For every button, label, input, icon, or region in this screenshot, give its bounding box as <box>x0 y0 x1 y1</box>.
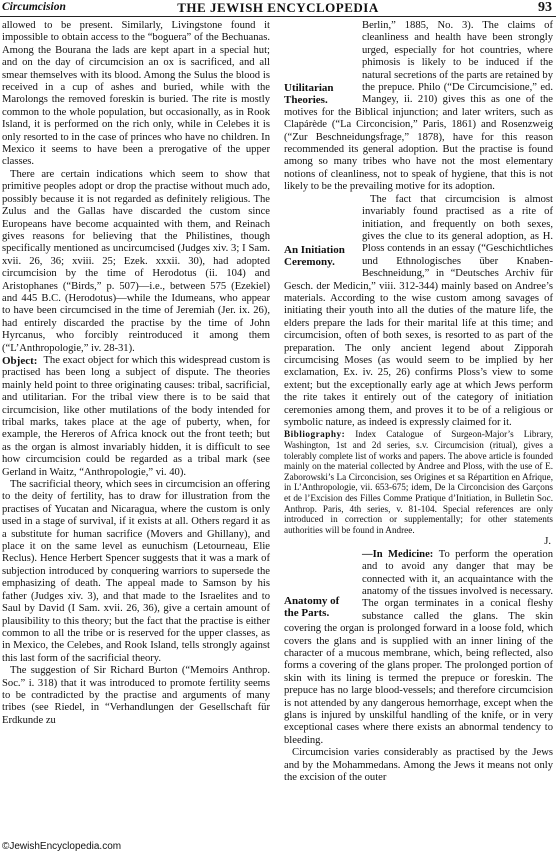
paragraph: allowed to be present. Similarly, Livingstone found it impossible to obtain access to the “boguera” of the Bechuanas. Among the Bourana the lads are kept apart in a special hut; and on the day of circumcision an ox is sacrificed, and all smear themselves with its blood. Among the Sulus the blood is received in a cup of ashes and buried, while with the Marolongs the removed foreskin is buried. The rite is mostly common to the whole population, but occasionally, as in Rook Island, it is performed on the rich only, while in Celebes it is only resorted to in the case of princes who have no children. In Mexico it seems to have been a prerogative of the upper classes. <box>2 20 270 168</box>
side-heading-initiation: An Initiation Ceremony. <box>284 243 345 269</box>
author-signature: J. <box>544 536 551 548</box>
paragraph-text: The exact object for which this widespread custom is practised has been long a subject of dispute. The theories mainly held point to three originating causes: tribal, sacrificial, and utilitarian. For the tribal view there is to be said that circumcision, like other mutilations of the body intended for tribal marks, takes place at the age of puberty, when, for example, the Hereros of Africa knock out the front teeth; but as the organ is almost invariably hidden, it is difficult to see how circumcision could be regarded as a tribal mark (see Gerland in Waitz, “Anthropologie,” vi. 40). <box>2 354 270 478</box>
paragraph: The suggestion of Sir Richard Burton (“Memoirs Anthrop. Soc.” i. 318) that it was introduced to promote fertility seems to be contradicted by the practise and arguments of many tribes (see Riedel, in “Verhandlungen der Gesellschaft für Erdkunde zu <box>2 665 270 726</box>
running-head-title: THE JEWISH ENCYCLOPEDIA <box>177 0 379 15</box>
bibliography-text: Index Catalogue of Surgeon-Major’s Library, Washington, 1st and 2d series, s.v. Circumcision (ritual), gives a tolerably complete list of works and papers. The above article is founded mainly on the material collected by Andree and Ploss, with the use of E. Zaborowski’s La Circoncision, ses Origines et sa Répartition en Afrique, in L’Anthropologie, vii. 653-675; idem, De la Circoncision des Garçons et de l’Excision des Filles Comme Pratique d’Initiation, in Bulletin Soc. Anthrop. Paris, 4th series, v. 81-104. Special references are only introduced in correction or supplementally; for other statements authorities will be found in Andree. <box>284 429 553 535</box>
paragraph-text: The fact that circumcision is almost invariably found practised as a rite of initiation, and frequently on both sexes, gives the clue to its general adoption, as H. Ploss contends in an essay (“Geschichtliches und Ethnologisches über Knaben-Beschneidung,” in “Deutsches Archiv für Gesch. der Medicin,” viii. 312-344) mainly based on Andree’s materials. According to the wise custom among savages of initiating their youth into all the duties of the mature life, the elders prepare the lads for their marital life at this time; and circumcision, often of both sexes, is resorted to as part of the preparation. The only ancient legend about Zipporah circumcising Moses (as would seem to be implied by her exclamation, Ex. iv. 25, 26) confirms Ploss’s view to some extent; but the exceptionally early age at which Jews perform the rite takes it entirely out of the category of initiation ceremonies among them, and proves it to be of a religious or symbolic nature, as indeed is expressly claimed for it. <box>284 193 553 428</box>
paragraph-object <box>2 355 270 479</box>
paragraph-text: To perform the operation and to avoid any danger that may be connected with it, an acquaintance with the anatomy of the tissues involved is necessary. The organ terminates in a conical fleshy substance called the glans. The skin covering the organ is prolonged forward in a loose fold, which covers the glans and is supplied with an inner lining of the character of a mucous membrane, which, being reflected, also forms a covering of the glans proper. The prolonged portion of skin with its lining is termed the prepuce or foreskin. The prepuce has no large blood-vessels; and therefore circumcision is not attended by any dangerous hemorrhage, except when the glans is injured by unskilful handling of the knife, or in very exceptional cases where there exists an abnormal tendency to bleeding. <box>284 548 553 746</box>
paragraph: The sacrificial theory, which sees in circumcision an offering to the deity of fertility, has to draw for illustration from the practises of Yucatan and Nicaragua, where the custom is only used in a stage of survival, if it exists at all. Others regard it as a substitute for human sacrifice (Movers and Ghillany), and place it on the same level as eunuchism (Letourneau, Elie Reclus). Hence Herbert Spencer suggests that it was a mark of subjection introduced by conquering warriors to supersede the emphasizing of death. The appeal made to Samson by his father (Judges xiv. 3), and that made to the Israelites and to Saul by David (I Sam. xvii. 26, 36), give a certain amount of plausibility to this theory; but the fact that the practise is either common to all the tribe or is reserved for the upper classes, as in Mexico, the Celebes, and Rook Island, tells strongly against this last form of the sacrificial theory. <box>2 479 270 664</box>
section-heading-medicine: —In Medicine: <box>362 548 434 560</box>
paragraph-text: Berlin,” 1885, No. 3). The claims of cleanliness and health have been strongly urged, especially for hot countries, where phimosis is likely to be induced if the natural secretions of the parts are retained by the prepuce. Philo (“De Circumcisione,” ed. Mangey, ii. 210) gives this as one of the motives for the Biblical injunction; and later writers, such as Clapárède (“La Circoncision,” Paris, 1861) and Rosenzweig (“Zur Beschneidungsfrage,” 1878), have for this reason recommended its general adoption. But the practise is found among so many tribes who have not the most elementary notions of cleanliness, not to speak of hygiene, that this is not likely to be the prevailing motive for its adoption. <box>284 20 553 193</box>
side-heading-anatomy: Anatomy of the Parts. <box>284 594 340 620</box>
side-heading-object: Object: <box>2 354 38 367</box>
left-column <box>2 20 270 727</box>
copyright-credit: ©JewishEncyclopedia.com <box>2 841 122 852</box>
paragraph <box>284 194 553 430</box>
right-column <box>284 20 553 784</box>
bibliography <box>284 429 553 535</box>
side-heading-utilitarian: Utilitarian Theories. <box>284 82 334 107</box>
page-header <box>0 0 556 17</box>
paragraph: Circumcision varies considerably as practised by the Jews and by the Mohammedans. Among the Jews it means not only the excision of the outer <box>284 747 553 784</box>
running-head-left: Circumcision <box>2 1 66 13</box>
bibliography-label: Bibliography: <box>284 429 346 440</box>
paragraph <box>284 20 553 194</box>
page-number: 93 <box>538 0 552 15</box>
paragraph: There are certain indications which seem to show that primitive peoples adopt or drop the practise without much ado, possibly because it is not regarded as definitely religious. The Zulus and the Gallas have discarded the custom since Europeans have become acquainted with them, and Reinach gives reasons for believing that the Philistines, though specifically mentioned as uncircumcised (Judges xiv. 3; I Sam. xvii. 26, 36; xviii. 25; Ezek. xxxii. 30), had adopted circumcision by the time of Herodotus (ii. 104) and Aristophanes (“Birds,” p. 507)—i.e., between 575 (Ezekiel) and 445 B.C. (Herodotus)—while the Idumeans, who appear to have been circumcised in the time of Jeremiah (Jer. ix. 26), had entirely discarded the practise by the time of John Hyrcanus, who forcibly reintroduced it among them (“L’Anthropologie,” iv. 28-31). <box>2 168 270 354</box>
paragraph-medicine <box>284 549 553 748</box>
